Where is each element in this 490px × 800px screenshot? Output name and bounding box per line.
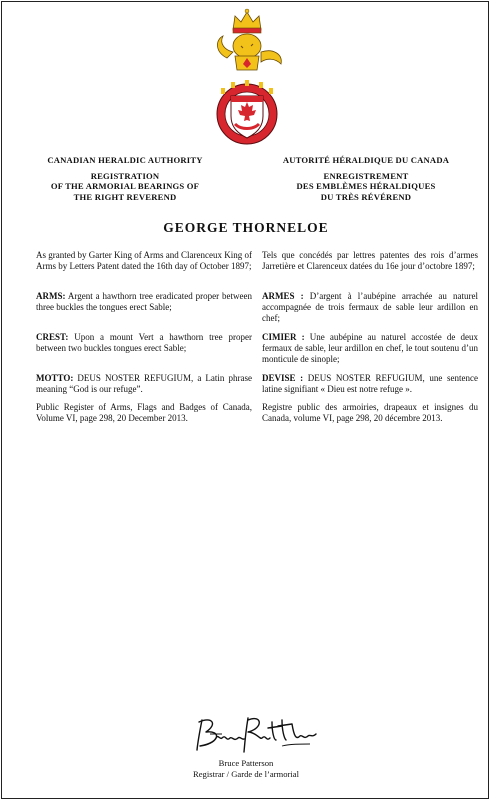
register-paragraph-en: Public Register of Arms, Flags and Badges of Canada, Volume VI, page 298, 20 December 2013. (36, 402, 252, 423)
crest-text-fr: Une aubépine au naturel accostée de deux fermaux de sable, leur ardillon en chef, le tout soutenu d’un monticule de sinople; (262, 332, 478, 364)
arms-paragraph-fr (262, 291, 478, 324)
authority-name-fr: AUTORITÉ HÉRALDIQUE DU CANADA (282, 155, 450, 165)
crown-icon (233, 9, 261, 33)
crest-paragraph-en (36, 332, 252, 354)
registration-of-line-fr: DES EMBLÈMES HÉRALDIQUES (296, 181, 436, 191)
arms-label-en: ARMS: (36, 291, 66, 301)
page-title: GEORGE THORNELOE (163, 220, 329, 235)
motto-label-en: MOTTO: (36, 373, 74, 383)
register-paragraph-fr: Registre public des armoiries, drapeaux et insignes du Canada, volume VI, page 298, 20 décembre 2013. (262, 402, 478, 423)
authority-name-en: CANADIAN HERALDIC AUTHORITY (47, 155, 203, 165)
registration-heading-en: REGISTRATION (90, 170, 160, 181)
registration-of-whom-fr: DU TRÈS RÉVÉREND (320, 191, 412, 202)
crest-paragraph-fr (262, 332, 478, 365)
granted-paragraph-fr: Tels que concédés par lettres patentes des rois d’armes Jarretière et Clarenceux datées du 16e jour d’octobre 1897; (262, 250, 478, 271)
arms-text-fr: D’argent à l’aubépine arrachée au naturel accompagnée de trois fermaux de sable leur ardillon en chef; (262, 291, 478, 323)
motto-text-fr: DEUS NOSTER REFUGIUM, une sentence latine signifiant « Dieu est notre refuge ». (262, 373, 478, 394)
registration-of-line-en: OF THE ARMORIAL BEARINGS OF (50, 181, 200, 191)
registration-heading-fr: ENREGISTREMENT (323, 170, 409, 181)
crest-text-en: Upon a mount Vert a hawthorn tree proper between two buckles tongues erect Sable; (36, 332, 252, 353)
motto-paragraph-en (36, 373, 252, 395)
motto-text-en: DEUS NOSTER REFUGIUM, a Latin phrase meaning “God is our refuge”. (36, 373, 252, 394)
arms-label-fr: ARMES : (262, 291, 304, 301)
lion-icon (217, 34, 281, 70)
arms-text-en: Argent a hawthorn tree eradicated proper between three buckles the tongues erect Sable; (36, 291, 252, 312)
motto-label-fr: DEVISE : (262, 373, 304, 383)
granted-paragraph-en: As granted by Garter King of Arms and Clarenceux King of Arms by Letters Patent dated the 16th day of October 1897; (36, 250, 252, 271)
registration-of-whom-en: THE RIGHT REVEREND (73, 191, 177, 202)
arms-paragraph-en (36, 291, 252, 313)
header-english (20, 155, 230, 202)
handwritten-signature (182, 712, 322, 754)
crest-label-en: CREST: (36, 332, 69, 342)
registration-document (1, 1, 489, 799)
motto-paragraph-fr (262, 373, 478, 395)
heraldic-authority-emblem-icon (197, 8, 297, 148)
signatory-role: Registrar / Garde de l’armorial (193, 769, 299, 779)
crest-label-fr: CIMIER : (262, 332, 305, 342)
signatory-name: Bruce Patterson (218, 758, 274, 768)
header-french (261, 155, 471, 202)
